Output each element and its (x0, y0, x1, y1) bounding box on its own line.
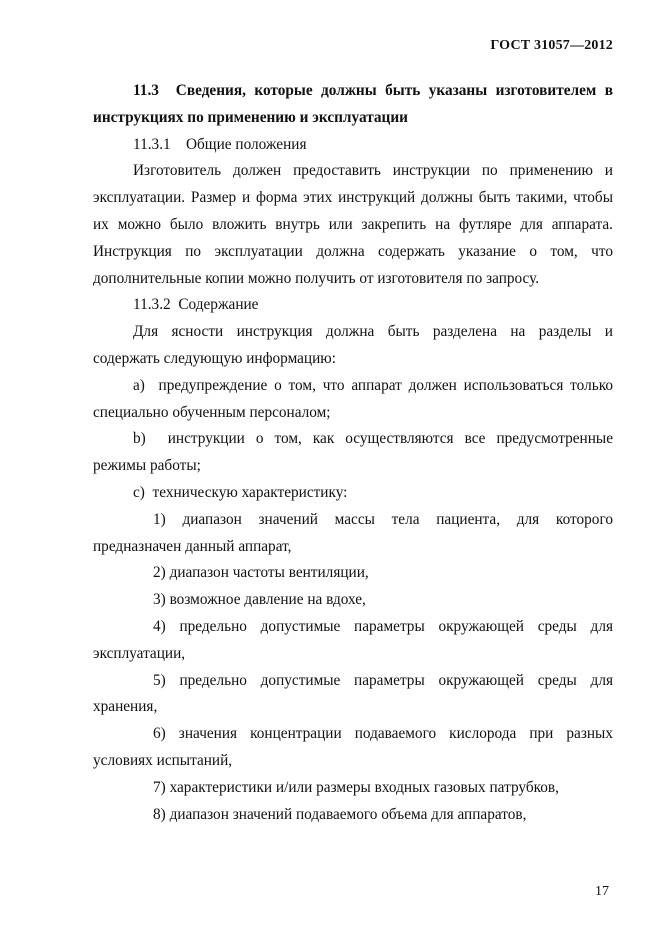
section-title-line1 (93, 78, 613, 105)
section-title-text: Сведения, которые должны быть указаны изготовителем в (175, 82, 613, 99)
subitem-7: 7) характеристики и/или размеры входных газовых патрубков, (153, 778, 559, 796)
item-c-text: техническую характеристику: (152, 483, 348, 501)
general-para-line1: Изготовитель должен предоставить инструкции по применению и (133, 162, 613, 180)
item-a-line2: специально обученным персоналом; (93, 403, 331, 421)
general-para-line4: Инструкция по эксплуатации должна содержать указание о том, что (93, 242, 613, 260)
section-title-line2: инструкциях по применению и эксплуатации (93, 108, 408, 126)
page-number: 17 (595, 884, 609, 899)
content-heading: 11.3.2 Содержание (133, 296, 259, 314)
standard-code-header: ГОСТ 31057—2012 (490, 38, 613, 53)
subitem-6-line2: условиях испытаний, (93, 751, 233, 769)
subitem-4-line1: 4) предельно допустимые параметры окружающей среды для (153, 617, 613, 635)
item-c-line1 (93, 480, 613, 507)
subitem-6-line1: 6) значения концентрации подаваемого кислорода при разных (153, 725, 613, 743)
general-para-line2: эксплуатации. Размер и форма этих инструкций должны быть такими, чтобы (93, 189, 613, 207)
subitem-8: 8) диапазон значений подаваемого объема для аппаратов, (153, 805, 527, 823)
item-a-text: предупреждение о том, что аппарат должен использоваться только (158, 376, 613, 394)
content-intro-line2: содержать следующую информацию: (93, 349, 336, 367)
general-heading: 11.3.1 Общие положения (133, 135, 307, 153)
item-b-text: инструкции о том, как осуществляются все предусмотренные (167, 430, 613, 448)
document-body (93, 78, 613, 828)
section-number: 11.3 (133, 82, 159, 99)
subitem-5-line1: 5) предельно допустимые параметры окружающей среды для (153, 671, 613, 689)
subitem-2: 2) диапазон частоты вентиляции, (153, 564, 369, 582)
item-a-line1 (93, 373, 613, 400)
item-b-line2: режимы работы; (93, 457, 201, 475)
item-c-label: с) (133, 483, 145, 501)
content-intro-line1: Для ясности инструкция должна быть разделена на разделы и (133, 323, 613, 341)
subitem-1-line2: предназначен данный аппарат, (93, 537, 292, 555)
subitem-1-line1: 1) диапазон значений массы тела пациента, для которого (153, 510, 613, 528)
general-para-line5: дополнительные копии можно получить от изготовителя по запросу. (93, 269, 540, 287)
item-b-line1 (93, 426, 613, 453)
item-b-label: b) (133, 430, 146, 448)
item-a-label: а) (133, 376, 145, 394)
subitem-3: 3) возможное давление на вдохе, (153, 591, 366, 609)
general-para-line3: их можно было вложить внутрь или закрепить на футляре для аппарата. (93, 215, 613, 233)
subitem-5-line2: хранения, (93, 698, 158, 716)
subitem-4-line2: эксплуатации, (93, 644, 186, 662)
